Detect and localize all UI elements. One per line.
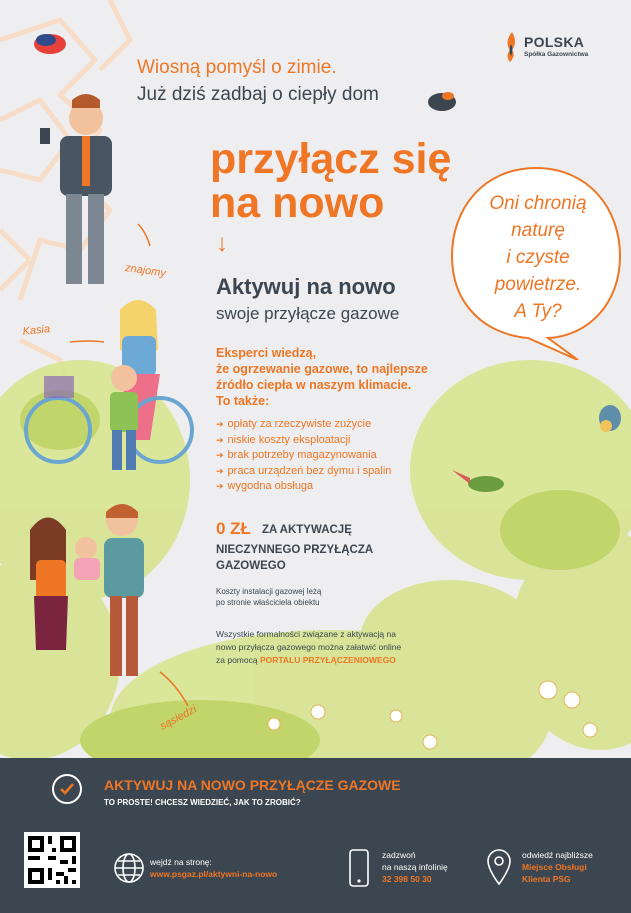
formalities-line-1: Wszystkie formalności związane z aktywacją na	[216, 629, 396, 639]
offer-line-2: NIECZYNNEGO PRZYŁĄCZA	[216, 544, 374, 556]
footer-subtitle: TO PROSTE! CHCESZ WIEDZIEĆ, JAK TO ZROBIĆ?	[104, 798, 301, 807]
service-point-link-2[interactable]: Klienta PSG	[522, 874, 571, 884]
experts-line: że ogrzewanie gazowe, to najlepsze	[216, 362, 428, 376]
activate-title: Aktywuj na nowo	[216, 274, 396, 299]
qr-code-pattern	[24, 832, 80, 888]
web-url-link[interactable]: www.psgaz.pl/aktywni-na-nowo	[150, 869, 278, 879]
bubble-text	[468, 190, 608, 325]
activate-subtitle: swoje przyłącze gazowe	[216, 304, 400, 323]
bubble-line: naturę	[511, 220, 565, 241]
headline-line-2: Już dziś zadbaj o ciepły dom	[137, 84, 379, 105]
cost-note	[216, 586, 356, 608]
benefit-item: ➔ niskie koszty eksploatacji	[216, 433, 391, 449]
cost-note-line-1: Koszty instalacji gazowej leżą	[216, 587, 322, 596]
benefit-item: ➔ wygodna obsługa	[216, 479, 391, 495]
location-pin-icon	[486, 848, 512, 886]
logo-wordmark: POLSKA	[524, 34, 585, 50]
web-label: wejdź na stronę:	[150, 857, 212, 867]
bubble-line: A Ty?	[514, 301, 562, 322]
benefits-list	[216, 417, 391, 495]
logo-subtitle: Spółka Gazownictwa	[524, 51, 589, 58]
visit-label: odwiedź najbliższe	[522, 850, 593, 860]
phone-number-link[interactable]: 32 398 50 30	[382, 874, 432, 884]
label-kasia: Kasia	[22, 323, 51, 338]
psg-logo	[502, 30, 612, 64]
formalities-line-2: nowo przyłącza gazowego można załatwić online	[216, 642, 402, 652]
bubble-line: powietrze.	[494, 274, 582, 295]
benefit-item: ➔ opłaty za rzeczywiste zużycie	[216, 417, 391, 433]
offer-amount: 0 ZŁ	[216, 519, 251, 538]
portal-link[interactable]: PORTALU PRZYŁĄCZENIOWEGO	[259, 655, 396, 665]
phone-label-1: zadzwoń	[382, 850, 416, 860]
phone-label-2: na naszą infolinię	[382, 862, 448, 872]
service-point-link-1[interactable]: Miejsce Obsługi	[522, 862, 587, 872]
experts-line: Eksperci wiedzą,	[216, 346, 317, 360]
formalities-text	[216, 628, 456, 667]
main-title-line-2: na nowo	[210, 179, 385, 227]
label-sasiedzi: sąsiedzi	[158, 703, 199, 733]
bubble-line: i czyste	[506, 247, 570, 268]
offer-line-3: GAZOWEGO	[216, 560, 286, 572]
qr-code[interactable]	[24, 832, 80, 888]
cost-note-line-2: po stronie właściciela obiektu	[216, 598, 320, 607]
experts-text	[216, 345, 456, 409]
globe-icon	[113, 852, 145, 884]
formalities-line-3	[216, 654, 456, 667]
formalities-pre: za pomocą	[216, 655, 260, 665]
experts-line: źródło ciepła w naszym klimacie.	[216, 378, 412, 392]
benefit-item: ➔ brak potrzeby magazynowania	[216, 448, 391, 464]
benefit-item: ➔ praca urządzeń bez dymu i spalin	[216, 464, 391, 480]
arrow-down-icon: ↓	[216, 230, 228, 257]
footer-title: AKTYWUJ NA NOWO PRZYŁĄCZE GAZOWE	[104, 777, 401, 793]
experts-line: To także:	[216, 394, 270, 408]
main-title-line-1: przyłącz się	[210, 135, 452, 183]
label-znajomy: znajomy	[124, 262, 167, 280]
headline-line-1: Wiosną pomyśl o zimie.	[137, 57, 337, 78]
bubble-line: Oni chronią	[489, 193, 587, 214]
check-circle-icon	[52, 774, 82, 804]
offer-rest: ZA AKTYWACJĘ	[262, 524, 352, 536]
offer-details	[216, 542, 416, 574]
flame-icon	[502, 30, 520, 64]
smartphone-icon	[348, 848, 370, 888]
